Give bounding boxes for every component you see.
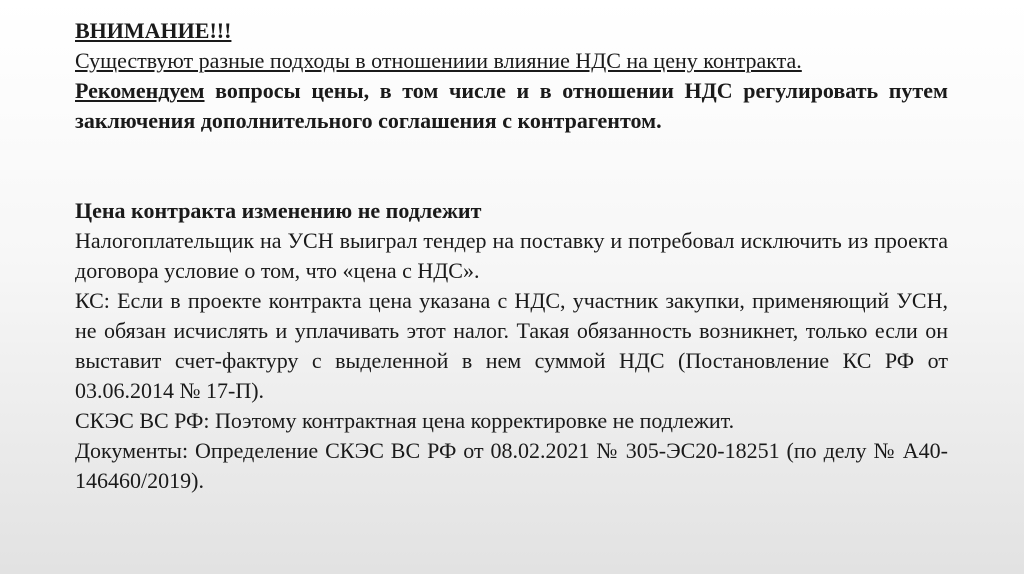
recommend-word: Рекомендуем bbox=[75, 78, 205, 103]
notice-line: Существуют разные подходы в отношениии влияние НДС на цену контракта. bbox=[75, 48, 802, 73]
case-paragraph-1: Налогоплательщик на УСН выиграл тендер на поставку и потребовал исключить из проекта договора условие о том, что «цена с НДС». bbox=[75, 228, 948, 283]
case-paragraph-2: КС: Если в проекте контракта цена указана с НДС, участник закупки, применяющий УСН, не обязан исчислять и уплачивать этот налог. Такая обязанность возникнет, только если он выставит счет-фактуру с выделенной в нем суммой НДС (Постановление КС РФ от 03.06.2014 № 17-П). bbox=[75, 288, 948, 403]
notice-title: ВНИМАНИЕ!!! bbox=[75, 18, 232, 43]
recommend-text: вопросы цены, в том числе и в отношении НДС регулировать путем заключения дополнительного соглашения с контрагентом. bbox=[75, 78, 948, 133]
spacer bbox=[75, 136, 948, 196]
recommendation-paragraph bbox=[75, 76, 948, 136]
case-paragraph-3: СКЭС ВС РФ: Поэтому контрактная цена корректировке не подлежит. bbox=[75, 408, 735, 433]
slide-content bbox=[75, 16, 948, 496]
case-heading: Цена контракта изменению не подлежит bbox=[75, 198, 482, 223]
case-paragraph-4: Документы: Определение СКЭС ВС РФ от 08.02.2021 № 305-ЭС20-18251 (по делу № А40-146460/2019). bbox=[75, 438, 948, 493]
